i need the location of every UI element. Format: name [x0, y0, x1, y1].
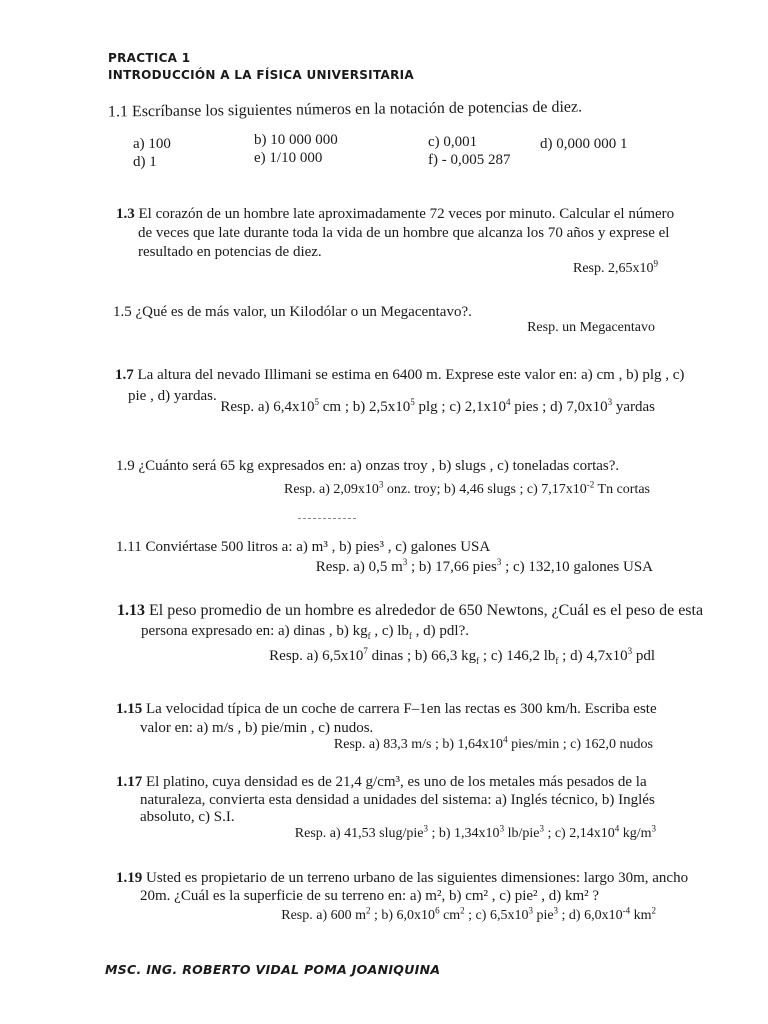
answer-1-13: Resp. a) $6,5x10^7$ dinas ; b) 66,3 $kg_f$ ; c) 146,2 $lb_f$ ; d) $4,7x10^3$ pdl	[269, 646, 655, 666]
problem-1-7	[115, 366, 684, 384]
problem-1-1	[108, 99, 582, 122]
problem-text-line-2: pie , d) yardas.	[128, 388, 217, 404]
problem-1-15	[116, 700, 657, 718]
problem-text-line-2: naturaleza, convierta esta densidad a unidades del sistema: a) Inglés técnico, b) Inglés	[140, 792, 655, 808]
answer-1-9: Resp. a) $2,09x10^3$ onz. troy; b) 4,46 slugs ; c) $7,17x10^{-2}$ Tn cortas	[284, 479, 650, 497]
problem-text: Escríbanse los siguientes números en la notación de potencias de diez.	[131, 98, 583, 121]
problem-text-line-2: valor en: a) m/s , b) pie/min , c) nudos.	[140, 720, 374, 736]
problem-text-line-1: Usted es propietario de un terreno urbano de las siguientes dimensiones: largo 30m, ancho	[146, 870, 689, 886]
problem-1-9	[116, 457, 619, 475]
problem-text: ¿Qué es de más valor, un Kilodólar o un Megacentavo?.	[135, 304, 472, 320]
problem-number: 1.7	[115, 367, 134, 383]
problem-text-line-2: persona expresado en: a) dinas , b) $kg_f$ , c) $lb_f$ , d) pdl?.	[141, 623, 469, 641]
problem-text-line-1: El corazón de un hombre late aproximadamente 72 veces por minuto. Calcular el número	[138, 206, 675, 222]
problem-number: 1.5	[113, 304, 132, 320]
option-f: f) - 0,005 287	[428, 152, 511, 168]
document-title: PRACTICA 1	[108, 51, 191, 65]
problem-text-line-3: resultado en potencias de diez.	[138, 244, 322, 260]
problem-1-17	[116, 773, 647, 791]
answer-1-5: Resp. un Megacentavo	[527, 320, 655, 335]
problem-text-line-2: 20m. ¿Cuál es la superficie de su terreno en: a) m², b) cm² , c) pie² , d) km² ?	[140, 888, 600, 904]
option-a: a) 100	[133, 136, 171, 152]
problem-text-line-1: El platino, cuya densidad es de 21,4 g/cm³, es uno de los metales más pesados de la	[146, 774, 647, 790]
option-d: d) 0,000 000 1	[540, 136, 628, 152]
problem-text-line-1: La altura del nevado Illimani se estima en 6400 m. Exprese este valor en: a) cm , b) plg , c)	[137, 367, 685, 383]
option-b: b) 10 000 000	[254, 132, 338, 148]
problem-number: 1.17	[116, 774, 143, 790]
scan-smudge	[298, 518, 356, 522]
answer-1-3: Resp. $2,65x10^9$	[573, 258, 658, 276]
document-subtitle: INTRODUCCIÓN A LA FÍSICA UNIVERSITARIA	[108, 68, 414, 82]
problem-number: 1.13	[117, 602, 145, 619]
problem-text-line-3: absoluto, c) S.I.	[140, 809, 235, 825]
answer-1-11: Resp. a) 0,5 $m^3$ ; b) 17,66 pies$^3$ ; c) 132,10 galones USA	[315, 557, 653, 575]
option-d-second: d) 1	[133, 154, 157, 170]
author-footer: MSC. ING. ROBERTO VIDAL POMA JOANIQUINA	[105, 962, 441, 977]
problem-1-19	[116, 869, 688, 887]
problem-text-line-1: La velocidad típica de un coche de carrera F–1en las rectas es 300 km/h. Escriba este	[146, 701, 657, 717]
problem-text: Conviértase 500 litros a: a) m³ , b) pies³ , c) galones USA	[145, 539, 491, 555]
problem-number: 1.11	[116, 539, 142, 555]
problem-1-11	[116, 538, 490, 556]
answer-1-15: Resp. a) 83,3 m/s ; b) $1,64x10^4$ pies/min ; c) 162,0 nudos	[333, 734, 653, 752]
problem-1-5	[113, 303, 472, 321]
option-e: e) 1/10 000	[254, 150, 323, 166]
problem-number: 1.1	[107, 103, 129, 121]
problem-number: 1.3	[116, 206, 135, 222]
problem-number: 1.15	[116, 701, 143, 717]
problem-1-3	[116, 205, 674, 223]
answer-1-17: Resp. a) 41,53 slug/pie$^3$ ; b) $1,34x10^3$ lb/pie$^3$ ; c) $2,14x10^4$ $kg/m^3$	[294, 823, 656, 841]
option-c: c) 0,001	[428, 134, 478, 150]
answer-1-19: Resp. a) 600 $m^2$ ; b) $6,0x10^6$ $cm^2$ ; c) $6,5x10^3$ pie$^3$ ; d) $6,0x10^{-4}$ $km^2$	[281, 905, 656, 923]
problem-1-13	[117, 602, 703, 620]
problem-text-line-2: de veces que late durante toda la vida de un hombre que alcanza los 70 años y exprese el	[138, 225, 670, 241]
answer-1-7: Resp. a) $6,4x10^5$ cm ; b) $2,5x10^5$ plg ; c) $2,1x10^4$ pies ; d) $7,0x10^3$ yardas	[220, 397, 655, 415]
problem-number: 1.19	[116, 870, 143, 886]
problem-number: 1.9	[116, 458, 135, 474]
problem-text-line-1: El peso promedio de un hombre es alrededor de 650 Newtons, ¿Cuál es el peso de esta	[149, 602, 704, 619]
problem-text: ¿Cuánto será 65 kg expresados en: a) onzas troy , b) slugs , c) toneladas cortas?.	[138, 458, 620, 474]
